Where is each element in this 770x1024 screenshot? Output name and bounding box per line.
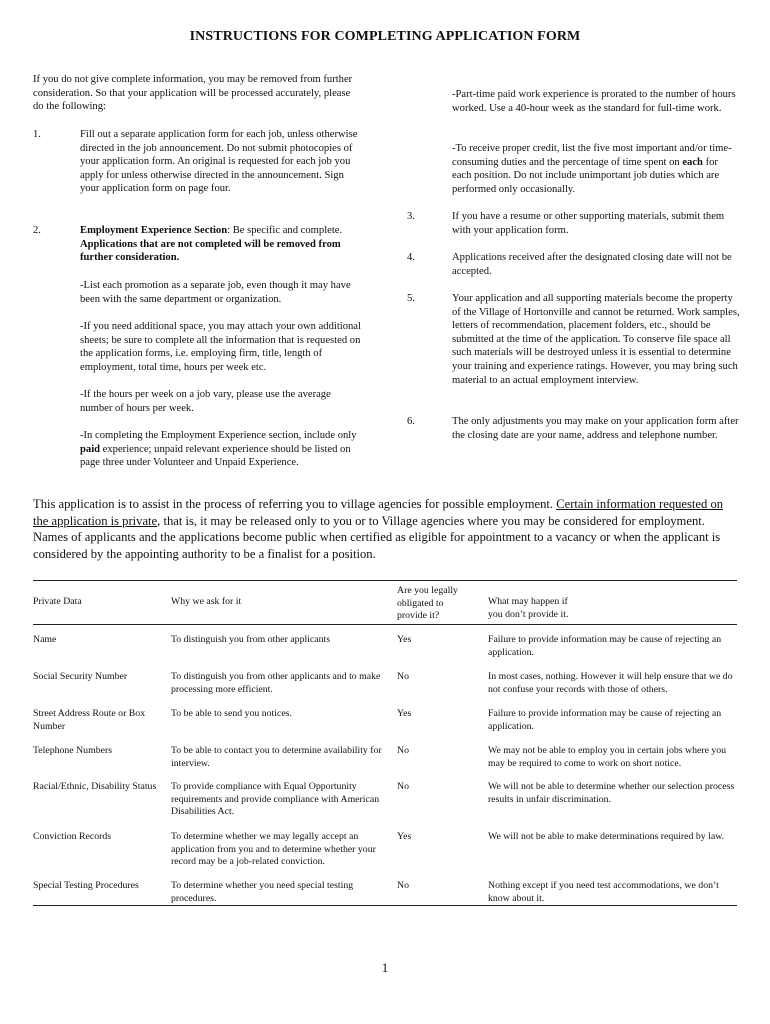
bullet-paid-bold: paid	[80, 443, 101, 455]
bullet-additional-space: -If you need additional space, you may attach your own additional sheets; be sure to complete all the information that is requested on the application forms, i.e. employing firm, title, length of employment, total time, hours per week etc.	[80, 321, 361, 373]
table-header-consequence: What may happen if you don’t provide it.	[488, 596, 569, 620]
item-2-instruction: : Be specific and complete.	[227, 225, 343, 236]
item-3-number: 3.	[407, 211, 415, 222]
cell-consequence: Failure to provide information may be cause of rejecting an application.	[488, 708, 722, 732]
bullet-duties-after: for each position. Do not include unimportant job duties which are performed only occasionally.	[452, 156, 720, 195]
cell-why: To determine whether you need special testing procedures.	[171, 880, 354, 904]
privacy-notice	[33, 496, 733, 562]
bullet-paid-before: -In completing the Employment Experience section, include only	[80, 430, 357, 441]
cell-why: To provide compliance with Equal Opportunity requirements and provide compliance with American Disabilities Act.	[171, 781, 380, 818]
item-1-number: 1.	[33, 129, 41, 140]
bullet-paid-experience	[80, 429, 370, 470]
intro-paragraph: If you do not give complete information, you may be removed from further consideration. So that your application will be processed accurately, please do the following:	[33, 74, 353, 113]
notice-before: This application is to assist in the process of referring you to village agencies for possible employment.	[33, 497, 557, 511]
notice-underlined: Certain information requested on the application is private	[33, 497, 724, 528]
cell-obligated: No	[397, 781, 409, 792]
cell-obligated: No	[397, 671, 409, 682]
cell-why: To distinguish you from other applicants and to make processing more efficient.	[171, 671, 381, 695]
item-5-text: Your application and all supporting materials become the property of the Village of Hortonville and cannot be returned. Work samples, letters of recommendation, placement folders, etc., should be submitted at the time of the application. To conserve file space all such materials will be destroyed unless it is essential to determine your training and experience ratings. However, you may bring such material to an actual employment interview.	[452, 293, 740, 386]
document-title: INSTRUCTIONS FOR COMPLETING APPLICATION FORM	[189, 29, 581, 44]
cell-private-data: Telephone Numbers	[33, 745, 113, 756]
item-6-number: 6.	[407, 416, 415, 427]
cell-consequence: We will not be able to determine whether our selection process results in unfair discrimination.	[488, 781, 735, 805]
cell-private-data: Street Address Route or Box Number	[33, 708, 146, 732]
bullet-part-time: -Part-time paid work experience is prorated to the number of hours worked. Use a 40-hour week as the standard for full-time work.	[452, 89, 736, 114]
cell-private-data: Social Security Number	[33, 671, 128, 682]
bullet-promotion: -List each promotion as a separate job, even though it may have been with the same department or organization.	[80, 280, 351, 305]
cell-why: To be able to send you notices.	[171, 708, 292, 719]
table-header-obligated: Are you legally obligated to provide it?	[397, 585, 458, 622]
item-6-text: The only adjustments you may make on your application form after the closing date are your name, address and telephone number.	[452, 416, 739, 441]
cell-consequence: We will not be able to make determinations required by law.	[488, 831, 725, 842]
cell-why: To be able to contact you to determine availability for interview.	[171, 745, 382, 769]
cell-consequence: In most cases, nothing. However it will help ensure that we do not confuse your records with those of others.	[488, 671, 733, 695]
cell-obligated: No	[397, 880, 409, 891]
table-header-rule	[33, 624, 737, 625]
table-header-private-data: Private Data	[33, 596, 82, 607]
cell-private-data: Special Testing Procedures	[33, 880, 139, 891]
bullet-duties	[452, 142, 737, 196]
item-4-text: Applications received after the designated closing date will not be accepted.	[452, 252, 732, 277]
table-top-rule	[33, 580, 737, 581]
notice-after: , that is, it may be released only to you or to Village agencies where you may be considered for employment. Names of applicants and the applications become public when certified as eligible for appointment to a vacancy or when the applicant is considered by the appointing authority to be a finalist for a position.	[33, 513, 721, 561]
page-number: 1	[381, 960, 389, 975]
item-1-text: Fill out a separate application form for each job, unless otherwise directed in the job announcement. Do not submit photocopies of your application form. An original is requested for each job you apply for unless otherwise directed in the announcement. Sign your application form on page four.	[80, 129, 358, 195]
cell-private-data: Name	[33, 634, 57, 645]
cell-private-data: Conviction Records	[33, 831, 112, 842]
bullet-duties-before: -To receive proper credit, list the five most important and/or time-consuming duties and the percentage of time spent on	[452, 143, 732, 168]
item-2-number: 2.	[33, 225, 41, 236]
item-4-number: 4.	[407, 252, 415, 263]
item-3-text: If you have a resume or other supporting materials, submit them with your application form.	[452, 211, 725, 236]
table-header-why: Why we ask for it	[171, 596, 242, 607]
cell-obligated: No	[397, 745, 409, 756]
cell-why: To determine whether we may legally accept an application from you and to determine whether your record may be a job-related conviction.	[171, 831, 376, 868]
bullet-duties-bold: each	[682, 156, 703, 168]
cell-consequence: We may not be able to employ you in certain jobs where you may be required to come to work on short notice.	[488, 745, 727, 769]
cell-obligated: Yes	[397, 708, 412, 719]
item-5-number: 5.	[407, 293, 415, 304]
cell-why: To distinguish you from other applicants	[171, 634, 331, 645]
item-2-warning: Applications that are not completed will be removed from further consideration.	[80, 238, 341, 264]
bullet-paid-after: experience; unpaid relevant experience should be listed on page three under Volunteer and Unpaid Experience.	[80, 443, 351, 469]
cell-consequence: Nothing except if you need test accommodations, we don’t know about it.	[488, 880, 719, 904]
cell-obligated: Yes	[397, 634, 412, 645]
item-2-text	[80, 224, 370, 265]
cell-private-data: Racial/Ethnic, Disability Status	[33, 781, 157, 792]
cell-obligated: Yes	[397, 831, 412, 842]
cell-consequence: Failure to provide information may be cause of rejecting an application.	[488, 634, 722, 658]
bullet-hours-vary: -If the hours per week on a job vary, please use the average number of hours per week.	[80, 389, 331, 414]
item-2-heading: Employment Experience Section	[80, 225, 228, 236]
